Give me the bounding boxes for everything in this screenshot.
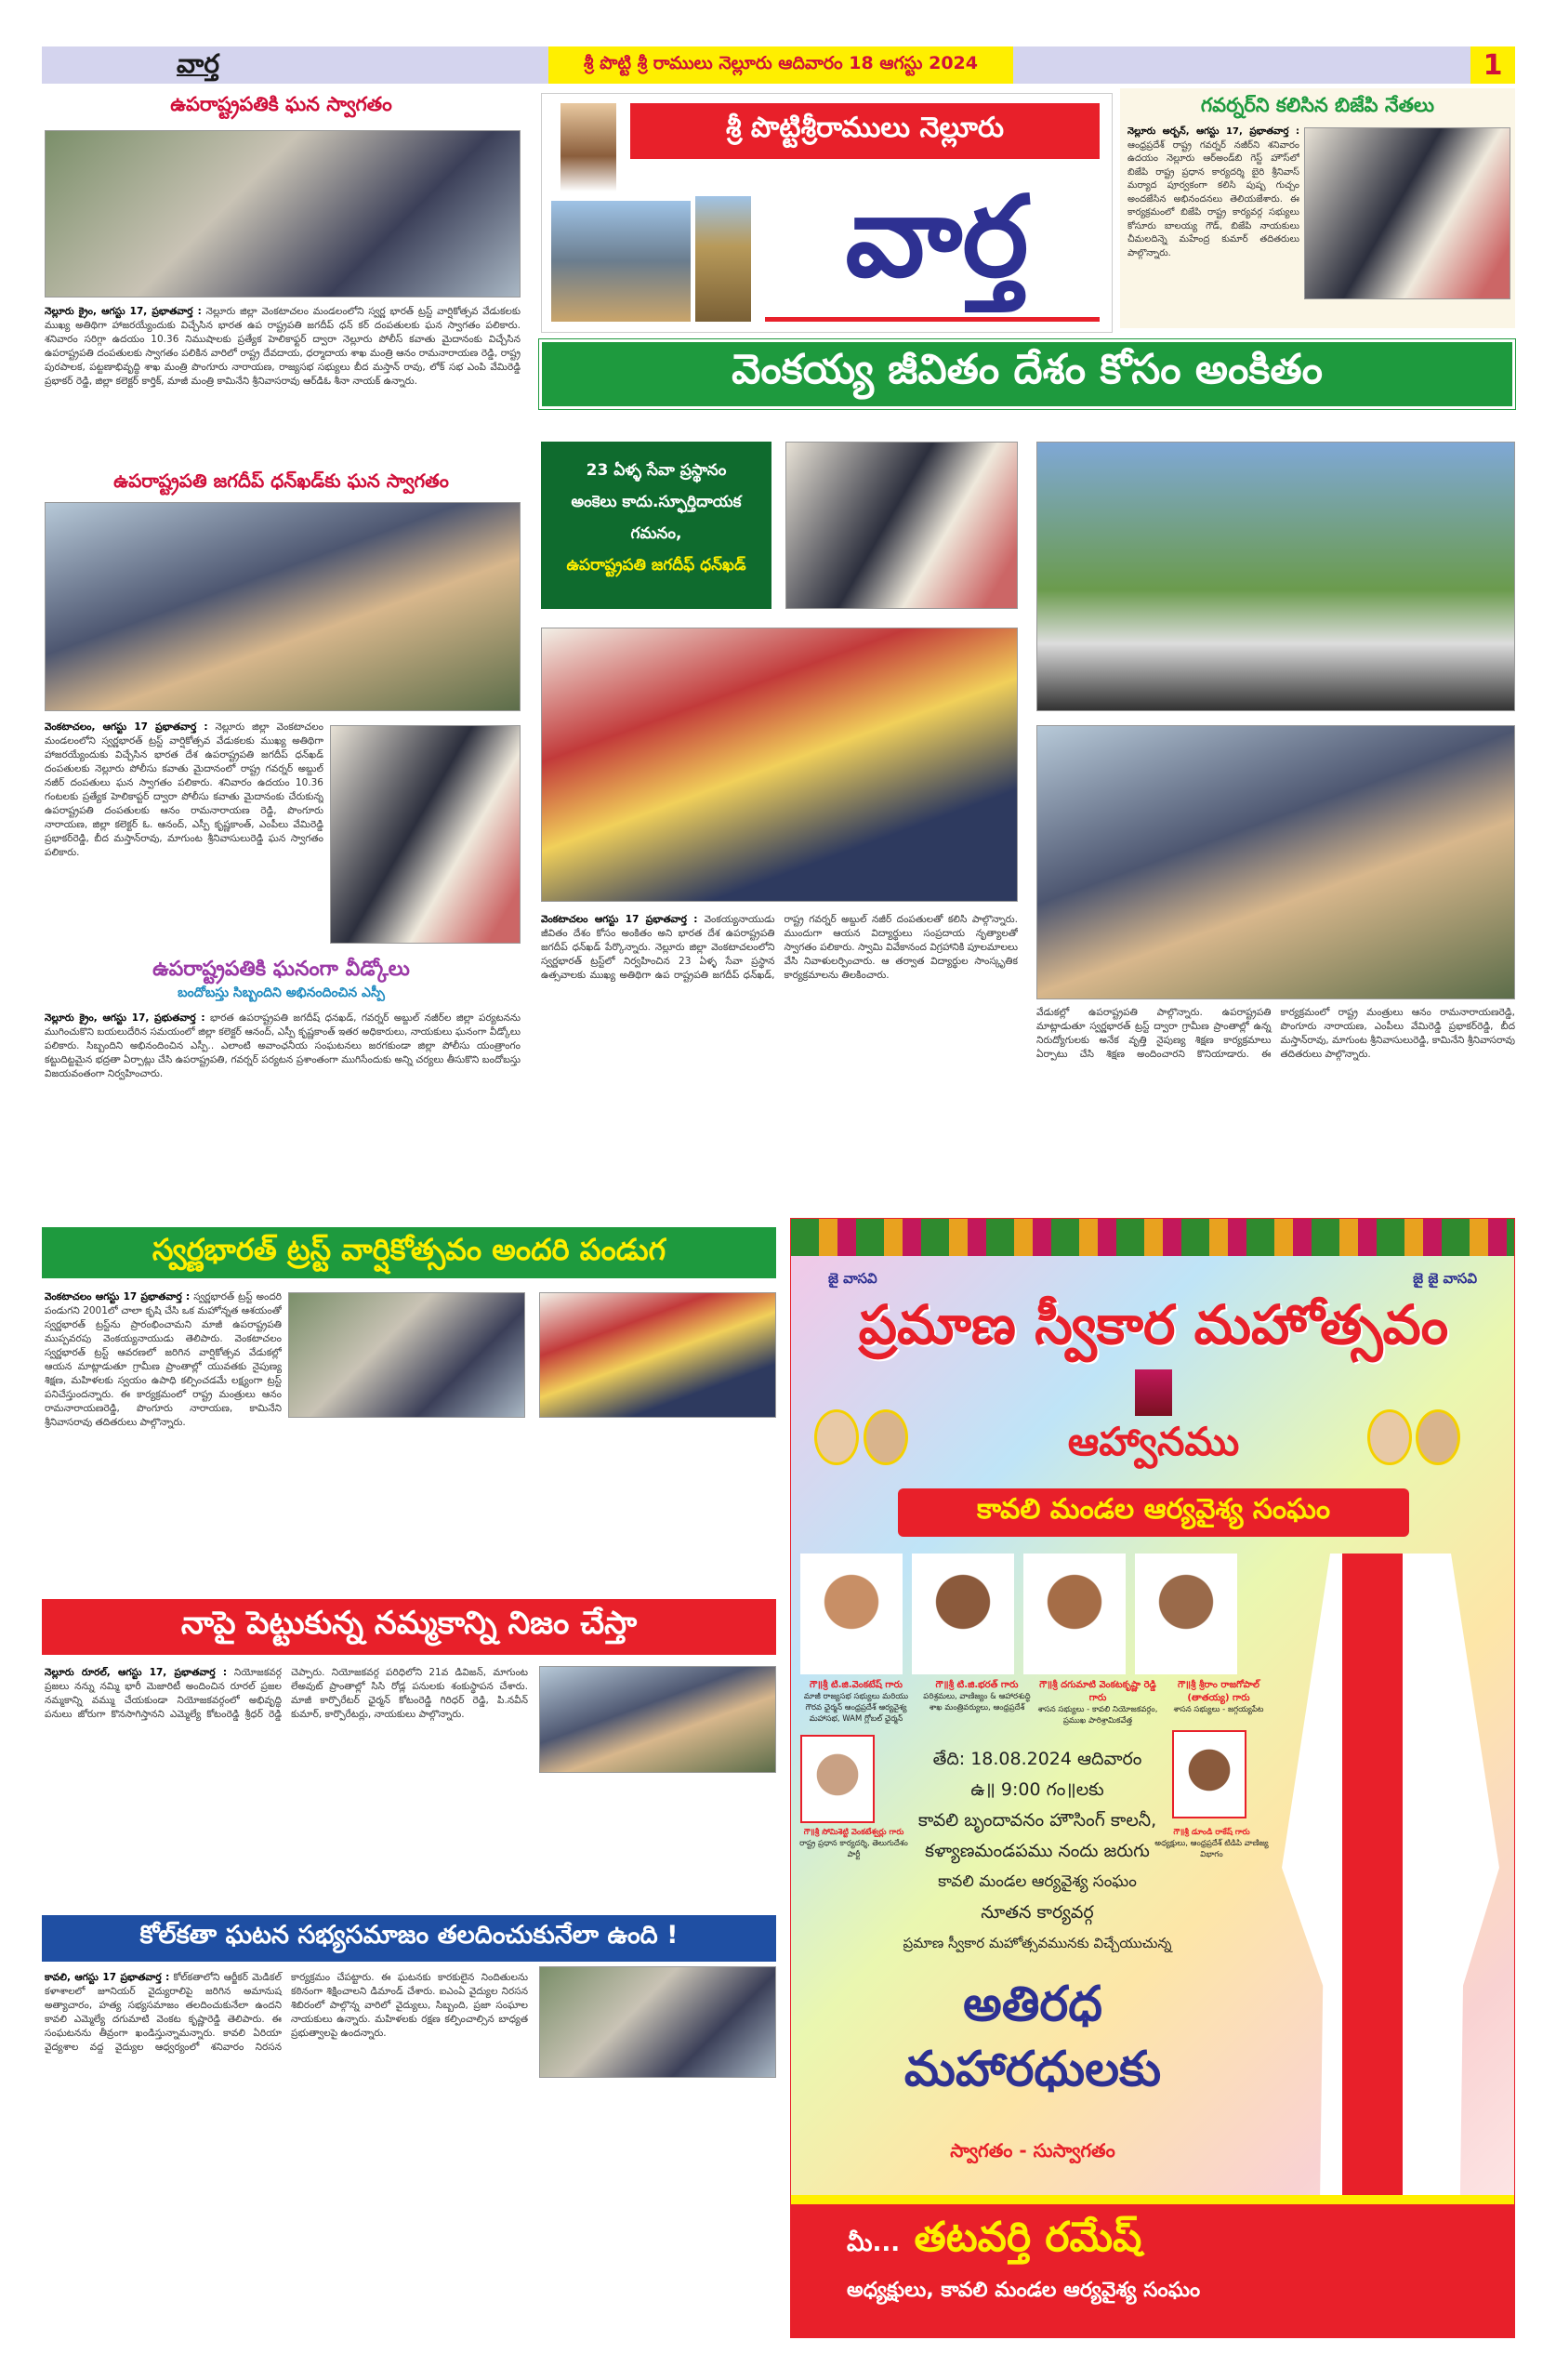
event-venue: నూతన కార్యవర్గ xyxy=(981,1902,1094,1923)
governor-photo xyxy=(1304,127,1510,299)
ad-host-role: అధ్యక్షులు, కావలి మండల ఆర్యవైశ్య సంఘం xyxy=(847,2279,1201,2302)
masthead-photo-bridge xyxy=(551,201,691,322)
lead-body: వెంకటాచలం ఆగస్టు 17 ప్రభాతవార్త : వెంకయ్యనాయుడు జీవితం దేశం కోసం అంకితం అని భారత దేశ ఉపరాష్ట్రపతి జగదీప్ ధన్‌ఖడ్ పేర్కొన్నారు. నెల్లూరు జిల్లా వెంకటాచలంలోని స్వర్ణభారత్ ట్రస్ట్‌లో నిర్వహించిన 23 ఏళ్ళ సేవా ప్రస్థాన ఉత్సవాలకు ముఖ్య అతిథిగా ఉప రాష్ట్రపతి జగదీప్ ధన్‌ఖడ్, రాష్ట్ర గవర్నర్ అబ్దుల్ నజీర్ దంపతులతో కలిసి పాల్గొన్నారు. ముందుగా ఆయన విద్యార్థులు సంప్రదాయ నృత్యాలతో స్వాగతం పలికారు. స్వామి వివేకానంద విగ్రహానికి పూలమాలలు వేసి నివాళులర్పించారు. ఆ తర్వాత విద్యార్థుల సాంస్కృతిక కార్యక్రమాలను తిలకించారు. xyxy=(541,914,1018,981)
guest-photo xyxy=(912,1554,1014,1674)
story4-photo-2 xyxy=(539,1292,776,1418)
story3-body: నెల్లూరు క్రైం, ఆగస్టు 17, ప్రభుతవార్త : భారత ఉపరాష్ట్రపతి జగదీష్ ధనఖడ్, గవర్నర్ అబ్దుల్ నజీర్‌ల జిల్లా పర్యటనను ముగించుకొని బయలుదేరిన సమయంలో జిల్లా కలెక్టర్ ఆనంద్, ఎస్పీ కృష్ణకాంత్ ఇతర అధికారులు, నాయకులు ఘనంగా వీడ్కోలు పలికారు. సిబ్బందిని అభినందించిన ఎస్పీ.. ఎలాంటి అవాంఛనీయ సంఘటనలు జరగకుండా జిల్లా పోలీసు యంత్రాంగం కట్టుదిట్టమైన భద్రతా ఏర్పాట్లు చేసి ఉపరాష్ట్రపతి, గవర్నర్ పర్యటన ప్రశాంతంగా ముగిసేందుకు అన్ని చర్యలు తీసుకొని బందోబస్తు విజయవంతంగా నిర్వహించారు. xyxy=(45,1012,521,1079)
lead-photo-statue xyxy=(1036,442,1515,711)
masthead-banner: శ్రీ పొట్టిశ్రీరాములు నెల్లూరు xyxy=(630,103,1100,159)
masthead-photo-temple xyxy=(695,196,751,322)
guest-photo xyxy=(1135,1554,1237,1674)
deity-image xyxy=(1135,1369,1172,1416)
governor-headline: గవర్నర్‌ని కలిసిన బిజేపి నేతలు xyxy=(1200,94,1435,116)
ad-invite: ఆహ్వానము xyxy=(1067,1419,1240,1464)
event-date: తేది: 18.08.2024 ఆదివారం xyxy=(932,1749,1142,1769)
story6-photo xyxy=(539,1966,776,2078)
story2-body: వెంకటాచలం, ఆగస్టు 17 ప్రభాతవార్త : నెల్లూరు జిల్లా వెంకటాచలం మండలంలోని స్వర్ణభారత్ ట్రస్ట్ వార్షికోత్సవ వేడుకలకు ముఖ్య అతిథిగా హాజరయ్యేందుకు విచ్చేసిన భారత దేశ ఉపరాష్ట్రపతి జగదీప్ ధన్‌ఖడ్ దంపతులకు నెల్లూరు పోలీసు కవాతు మైదానంలో రాష్ట్ర గవర్నర్ అబ్దుల్ నజీర్ దంపతులు ఘన స్వాగతం పలికారు. శనివారం ఉదయం 10.36 గంటలకు ప్రత్యేక హెలికాప్టర్ ద్వారా పోలీసు కవాతు మైదానంకు చేరుకున్న ఉపరాష్ట్రపతి దంపతులకు ఆనం రామనారాయణ రెడ్డి, పొంగూరు నారాయణ, జిల్లా కలెక్టర్ ఓ. ఆనంద్, ఎస్పీ కృష్ణకాంత్, ఎంపీలు వేమిరెడ్డి ప్రభాకర్‌రెడ్డి, బీద మస్తాన్‌రావు, మాగుంట శ్రీనివాసులురెడ్డి ఘన స్వాగతం పలికారు. xyxy=(45,721,323,858)
story2-photo-2 xyxy=(330,725,521,944)
guest-photo xyxy=(1023,1554,1126,1674)
story1-body: నెల్లూరు క్రైం, ఆగస్టు 17, ప్రభాతవార్త : నెల్లూరు జిల్లా వెంకటాచలం మండలంలోని స్వర్ణ భారత్ ట్రస్ట్ వార్షికోత్సవ వేడుకలకు ముఖ్య అతిథిగా హాజరయ్యేందుకు విచ్చేసిన భారత ఉప రాష్ట్రపతి జగదీప్ ధన్ కర్ దంపతులకు ఘన స్వాగతం పలికారు. శనివారం సరిగ్గా ఉదయం 10.36 నిముషాలకు ప్రత్యేక హెలికాఫ్టర్ ద్వారా నెల్లూరు పోలీస్ కవాతు మైదానంకు విచ్చేసిన ఉపరాష్ట్రపతి దంపతులకు స్వాగతం పలికిన వారిలో రాష్ట్ర దేవదాయ, ధర్మాదాయ శాఖ మంత్రి ఆనం రామనారాయణ రెడ్డి, రాష్ట్ర పురపాలక, పట్టణాభివృద్ధి శాఖ మంత్రి పొంగూరు నారాయణ, రాజ్యసభ సభ్యులు బీద మస్తాన్ రావు, లోక్ సభ ఎంపి వేమిరెడ్డి ప్రభాకర్ రెడ్డి, జిల్లా కలెక్టర్ కార్తిక్, మాజీ మంత్రి కామినేని శ్రీనివాసరావు ఆర్‌డిఓ శీనా నాయక్ ఉన్నారు. xyxy=(45,306,521,387)
story5-headline: నాపై పెట్టుకున్న నమ్మకాన్ని నిజం చేస్తా xyxy=(42,1599,776,1655)
lead-photo-stage xyxy=(541,628,1018,902)
quote-line: 23 ఏళ్ళ సేవా ప్రస్థానం xyxy=(586,461,727,480)
ad-welcome: స్వాగతం - సుస్వాగతం xyxy=(950,2139,1115,2162)
header-date-line: శ్రీ పొట్టి శ్రీ రాములు నెల్లూరు ఆదివారం 18 ఆగస్టు 2024 xyxy=(548,46,1013,84)
story4-headline: స్వర్ణభారత్ ట్రస్ట్ వార్షికోత్సవం అందరి పండుగ xyxy=(42,1227,776,1278)
advertisement xyxy=(790,1218,1515,2338)
story5-body: నెల్లూరు రూరల్, ఆగస్టు 17, ప్రభాతవార్త : నియోజకవర్గ ప్రజలు నన్ను నమ్మి భారీ మెజారిటీ అందించిన రూరల్ ప్రజల నమ్మకాన్ని వమ్ము చేయకుండా నియోజకవర్గంలో అభివృద్ధి పనులు జోరుగా కొనసాగిస్తానని ఎమ్మెల్యే కోటంరెడ్డి శ్రీధర్ రెడ్డి చెప్పారు. నియోజకవర్గ పరిధిలోని 21వ డివిజన్, మాగుంట లేఅవుట్ ప్రాంతాల్లో సిసి రోడ్ల పనులకు శంకుస్థాపన చేశారు. మాజీ కార్పొరేటర్ ఛైర్మన్ కోటంరెడ్డి గిరిధర్ రెడ్డి, పి.నవీన్ కుమార్, కార్పొరేటర్లు, నాయకులు పాల్గొన్నారు. xyxy=(45,1667,528,1720)
story3-subheadline: బందోబస్తు సిబ్బందిని అభినందించిన ఎస్పీ xyxy=(178,985,385,1000)
guest-left-photo xyxy=(800,1735,875,1823)
lead-photo-speaker xyxy=(785,442,1018,609)
ad-top-left: జై వాసవి xyxy=(828,1270,877,1287)
event-venue: కావలి బృందావనం హౌసింగ్ కాలనీ, xyxy=(917,1810,1157,1831)
story1-headline: ఉపరాష్ట్రపతికి ఘన స్వాగతం xyxy=(170,93,392,115)
header-logo: వార్త xyxy=(177,48,219,79)
ad-host: మీ... తటవర్తి రమేష్ xyxy=(847,2214,1142,2261)
lead-photo-trust-release xyxy=(1036,725,1515,999)
story4-photo-1 xyxy=(288,1292,525,1418)
event-venue: కావలి మండల ఆర్యవైశ్య సంఘం xyxy=(938,1872,1137,1891)
guest-captions: గౌ॥శ్రీ టి.జి.వెంకటేష్ గారు మాజీ రాజ్యసభ సభ్యులు మరియు గౌరవ ఛైర్మన్ ఆంధ్రప్రదేశ్ ఆర్యవైశ్య మహాసభ, WAM గ్లోబల్ ఛైర్మన్ గౌ॥శ్రీ టి.జి.భరత్ గారు పరిశ్రమలు, వాణిజ్యం & ఆహారశుద్ధి శాఖ మంత్రివర్యులు, ఆంధ్రప్రదేశ్ గౌ॥శ్రీ దగుమాటి వెంకటకృష్ణా రెడ్డి గారు శాసన సభ్యులు - కావలి నియోజకవర్గం, ప్రముఖ పారిశ్రామికవేత్త గౌ॥శ్రీ శ్రీరాం రాజగోపాల్ (తాతయ్య) గారు శాసన సభ్యులు - జగ్గయ్యపేట xyxy=(803,1680,1264,1726)
story1-photo xyxy=(45,130,521,298)
ad-top-right: జై జై వాసవి xyxy=(1413,1270,1477,1287)
event-venue: కళ్యాణమండపము నందు జరుగు xyxy=(925,1841,1150,1861)
story5-photo xyxy=(539,1666,776,1773)
story3-headline: ఉపరాష్ట్రపతికి ఘనంగా వీడ్కోలు xyxy=(152,958,410,981)
story6-body: కావలి, ఆగస్టు 17 ప్రభాతవార్త : కోల్‌కతాలోని ఆర్జీకర్ మెడికల్ కళాశాలలో జూనియర్ వైద్యురాలిపై జరిగిన అమానుష అత్యాచారం, హత్య సభ్యసమాజం తలదించుకునేలా ఉందని కావలి ఎమ్మెల్యే దగుమాటి వెంకట కృష్ణారెడ్డి తెలిపారు. ఈ సంఘటనను తీవ్రంగా ఖండిస్తున్నామన్నారు. కావలి ఏరియా వైద్యశాల వద్ద వైద్యుల ఆధ్వర్యంలో శనివారం నిరసన కార్యక్రమం చేపట్టారు. ఈ ఘటనకు కారకులైన నిందితులను కఠినంగా శిక్షించాలని డిమాండ్ చేశారు. ఐఎంఏ వైద్యుల నిరసన శిబిరంలో పాల్గొన్న వారిలో వైద్యులు, సిబ్బంది, ప్రజా సంఘాల నాయకులు ఉన్నారు. మహిళలకు రక్షణ కల్పించాల్సిన బాధ్యత ప్రభుత్వాలపై ఉందన్నారు. xyxy=(45,1972,528,2053)
lead-quote-box xyxy=(541,442,771,609)
garland-decoration xyxy=(791,1219,1515,1256)
quote-line: గమనం, xyxy=(630,524,682,543)
ad-title: ప్రమాణ స్వీకార మహోత్సవం xyxy=(858,1293,1449,1356)
ad-org-banner: కావలి మండల ఆర్యవైశ్య సంఘం xyxy=(898,1488,1409,1537)
event-venue: ప్రమాణ స్వీకార మహోత్సవమునకు విచ్చేయుచున్న xyxy=(903,1935,1172,1951)
masthead xyxy=(541,93,1113,333)
masthead-logo: వార్త xyxy=(845,173,1029,302)
governor-body: నెల్లూరు అర్బన్, ఆగస్టు 17, ప్రభాతవార్త : ఆంధ్రప్రదేశ్ రాష్ట్ర గవర్నర్ నజీర్‌ని శనివారం ఉదయం నెల్లూరు ఆర్‌అండ్‌బి గెస్ట్ హౌస్‌లో బిజేపి రాష్ట్ర ప్రధాన కార్యదర్శి బైరి శ్రీనివాస్ మర్యాద పూర్వకంగా కలిసి పుష్ప గుచ్చం అందజేసిన అభినందనలు తెలియజేశారు. ఈ కార్యక్రమంలో బిజేపి రాష్ట్ర కార్యవర్గ సభ్యులు కోసూరు బాలయ్య గౌడ్, బిజేపి నాయకులు చీమలదిన్నె మహేంద్ర కుమార్ తదితరులు పాల్గొన్నారు. xyxy=(1127,126,1299,258)
guest-right-caption: గౌ॥శ్రీ డూండి రాకేష్ గారు అధ్యక్షులు, ఆంధ్రప్రదేశ్ టిడిపి వాణిజ్య విభాగం xyxy=(1154,1828,1269,1859)
lead-body-right: వేడుకల్లో ఉపరాష్ట్రపతి పాల్గొన్నారు. ఉపరాష్ట్రపతి మాట్లాడుతూ స్వర్ణభారత్ ట్రస్ట్ ద్వారా గ్రామీణ ప్రాంతాల్లో ఉన్న నిరుద్యోగులకు అనేక వృత్తి నైపుణ్య శిక్షణ కార్యక్రమాలు ఏర్పాటు చేసి శిక్షణ అందించారని కొనియాడారు. ఈ కార్యక్రమంలో రాష్ట్ర మంత్రులు ఆనం రామనారాయణరెడ్డి, పొంగూరు నారాయణ, ఎంపీలు వేమిరెడ్డి ప్రభాకర్‌రెడ్డి, బీద మస్తాన్‌రావు, మాగుంట శ్రీనివాసులురెడ్డి, కామినేని శ్రీనివాసరావు తదితరులు పాల్గొన్నారు. xyxy=(1036,1007,1515,1060)
event-time: ఉ॥ 9:00 గం॥లకు xyxy=(970,1779,1104,1800)
story4-body: వెంకటాచలం ఆగస్టు 17 ప్రభాతవార్త : స్వర్ణభారత్ ట్రస్ట్ అందరి పండుగని 2001లో చాలా కృషి చేసి ఒక మహోన్నత ఆశయంతో స్వర్ణభారత్ ట్రస్ట్‌ను ప్రారంభించామని మాజీ ఉపరాష్ట్రపతి ముప్పవరపు వెంకయ్యనాయుడు తెలిపారు. వెంకటాచలం స్వర్ణభారత్ ట్రస్ట్ ఆవరణలో జరిగిన వార్షికోత్సవ వేడుకల్లో ఆయన మాట్లాడుతూ గ్రామీణ ప్రాంతాల్లో యువతకు నైపుణ్య శిక్షణ, మహిళలకు స్వయం ఉపాధి కల్పించడమే లక్ష్యంగా ట్రస్ట్ పనిచేస్తుందన్నారు. ఈ కార్యక్రమంలో రాష్ట్ర మంత్రులు ఆనం రామనారాయణరెడ్డి, పొంగూరు నారాయణ, కామినేని శ్రీనివాసరావు తదితరులు పాల్గొన్నారు. xyxy=(45,1291,282,1428)
masthead-underline xyxy=(765,317,1100,322)
guest-photo xyxy=(800,1554,903,1674)
story2-photo xyxy=(45,502,521,711)
guest-left-caption: గౌ॥శ్రీ సోమిశెట్టి వెంకటేశ్వర్లు గారు రాష్ట్ర ప్రధాన కార్యదర్శి, తెలుగుదేశం పార్టీ xyxy=(799,1828,908,1859)
guest-right-photo xyxy=(1172,1730,1246,1818)
governor-story xyxy=(1120,88,1515,328)
story6-headline: కోల్‌కతా ఘటన సభ్యసమాజం తలదించుకునేలా ఉంది ! xyxy=(42,1915,776,1962)
event-details xyxy=(903,1744,1172,1959)
founder-portrait xyxy=(560,103,616,192)
page-number: 1 xyxy=(1470,46,1515,84)
ad-big-text: అతిరధ మహారధులకు xyxy=(903,1977,1162,2097)
quote-attribution: ఉపరాష్ట్రపతి జగదీఫ్ ధన్‌ఖడ్ xyxy=(566,556,746,575)
quote-line: అంకెలు కాదు.స్ఫూర్తిదాయక xyxy=(571,493,742,511)
lead-headline: వెంకయ్య జీవితం దేశం కోసం అంకితం xyxy=(539,339,1515,409)
story2-headline: ఉపరాష్ట్రపతి జగదీప్ ధన్‌ఖడ్‌కు ఘన స్వాగతం xyxy=(113,469,449,492)
